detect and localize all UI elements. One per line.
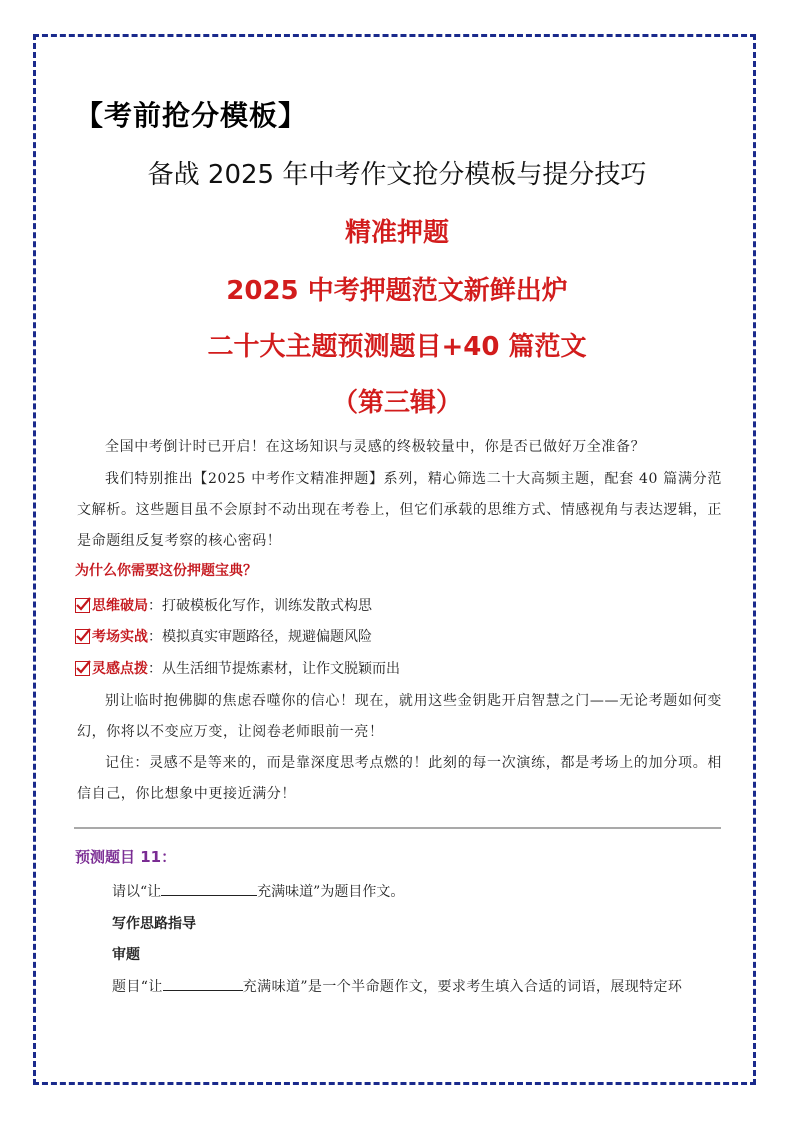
blank-line bbox=[161, 895, 257, 896]
guide-heading: 写作思路指导 bbox=[112, 916, 196, 932]
check-label: 灵感点拨 bbox=[92, 661, 148, 677]
prediction-title: 预测题目 11： bbox=[75, 848, 177, 866]
red-title-3: 二十大主题预测题目+40 篇范文 bbox=[207, 332, 587, 362]
check-text: 打破模板化写作，训练发散式构思 bbox=[162, 598, 372, 614]
check-sep: ： bbox=[148, 661, 162, 677]
review-line bbox=[112, 976, 722, 996]
check-label: 思维破局 bbox=[92, 598, 148, 614]
red-title-4: （第三辑） bbox=[331, 388, 462, 418]
red-title-2: 2025 中考押题范文新鲜出炉 bbox=[226, 276, 568, 306]
review-post: 充满味道”是一个半命题作文，要求考生填入合适的词语，展现特定环 bbox=[242, 979, 683, 995]
intro-paragraph-4: 记住：灵感不是等来的，而是靠深度思考点燃的！此刻的每一次演练，都是考场上的加分项。相信自己，你比想象中更接近满分！ bbox=[77, 755, 722, 802]
section-divider bbox=[74, 827, 721, 829]
check-sep: ： bbox=[148, 598, 162, 614]
review-pre: 题目“让 bbox=[112, 979, 163, 995]
checkbox-icon bbox=[75, 598, 90, 613]
check-item bbox=[75, 595, 372, 615]
prompt-pre: 请以“让 bbox=[112, 884, 162, 900]
check-sep: ： bbox=[148, 629, 162, 645]
check-label: 考场实战 bbox=[92, 629, 148, 645]
why-heading: 为什么你需要这份押题宝典？ bbox=[75, 563, 257, 579]
red-title-1: 精准押题 bbox=[344, 218, 449, 248]
prompt-post: 充满味道”为题目作文。 bbox=[257, 884, 405, 900]
check-text: 模拟真实审题路径，规避偏题风险 bbox=[162, 629, 372, 645]
review-heading: 审题 bbox=[112, 947, 140, 963]
blank-line bbox=[163, 990, 243, 991]
check-item bbox=[75, 658, 400, 678]
main-title: 备战 2025 年中考作文抢分模板与提分技巧 bbox=[147, 160, 647, 190]
checkbox-icon bbox=[75, 629, 90, 644]
checkbox-icon bbox=[75, 661, 90, 676]
prompt-line bbox=[112, 881, 404, 901]
check-text: 从生活细节提炼素材，让作文脱颖而出 bbox=[162, 661, 400, 677]
intro-paragraph-1: 全国中考倒计时已开启！在这场知识与灵感的终极较量中，你是否已做好万全准备？ bbox=[105, 439, 646, 455]
bracket-title: 【考前抢分模板】 bbox=[75, 99, 308, 132]
intro-paragraph-3: 别让临时抱佛脚的焦虑吞噬你的信心！现在，就用这些金钥匙开启智慧之门——无论考题如何变幻，你将以不变应万变，让阅卷老师眼前一亮！ bbox=[77, 693, 722, 740]
check-item bbox=[75, 626, 372, 646]
intro-paragraph-2: 我们特别推出【2025 中考作文精准押题】系列，精心筛选二十大高频主题，配套 40 篇满分范文解析。这些题目虽不会原封不动出现在考卷上，但它们承载的思维方式、情感视角与表达逻辑，正是命题组反复考察的核心密码！ bbox=[77, 471, 722, 549]
